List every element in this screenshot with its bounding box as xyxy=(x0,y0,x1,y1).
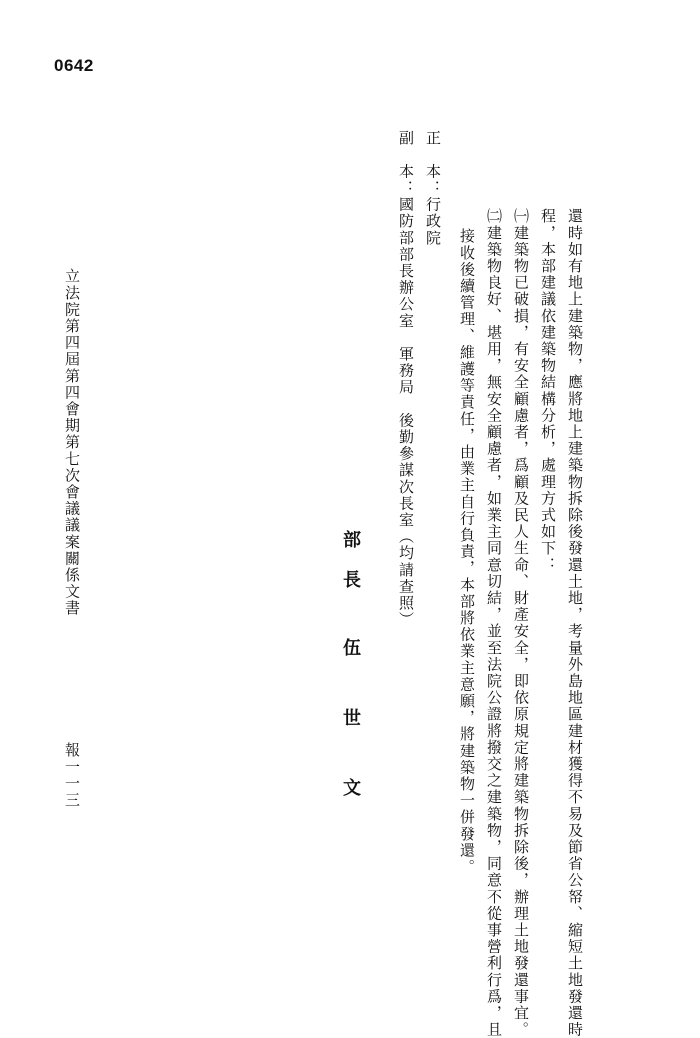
body-line-1: 還時如有地上建築物，應將地上建築物拆除後發還土地，考量外島地區建材獲得不易及節省公帑、縮短土地發還時 xyxy=(566,208,584,1038)
copy-recipients: 副 本：國防部部長辦公室 軍務局 後勤參謀次長室（均請查照） xyxy=(397,130,415,628)
publication-title: 立法院第四屆第四會期第七次會議議案關係文書 xyxy=(63,268,81,617)
primary-recipient: 正 本：行政院 xyxy=(424,130,442,247)
signature-title: 部長 xyxy=(340,530,361,610)
page-number: 0642 xyxy=(54,56,94,75)
report-page-number: 報一一三 xyxy=(63,742,81,809)
body-line-item-1: ㈠建築物已破損，有安全顧慮者，爲顧及民人生命、財產安全，即依原規定將建築物拆除後，辦理土地發還事宜。 xyxy=(512,208,530,1038)
signature-name: 伍世文 xyxy=(340,638,361,848)
body-line-2: 程，本部建議依建築物結構分析，處理方式如下： xyxy=(539,208,557,574)
body-line-item-2-cont: 接收後續管理、維護等責任，由業主自行負責，本部將依業主意願，將建築物一併發還。 xyxy=(458,228,476,876)
body-line-item-2: ㈡建築物良好、堪用，無安全顧慮者，如業主同意切結，並至法院公證將撥交之建築物，同意不從事營利行爲，且 xyxy=(485,208,503,1038)
